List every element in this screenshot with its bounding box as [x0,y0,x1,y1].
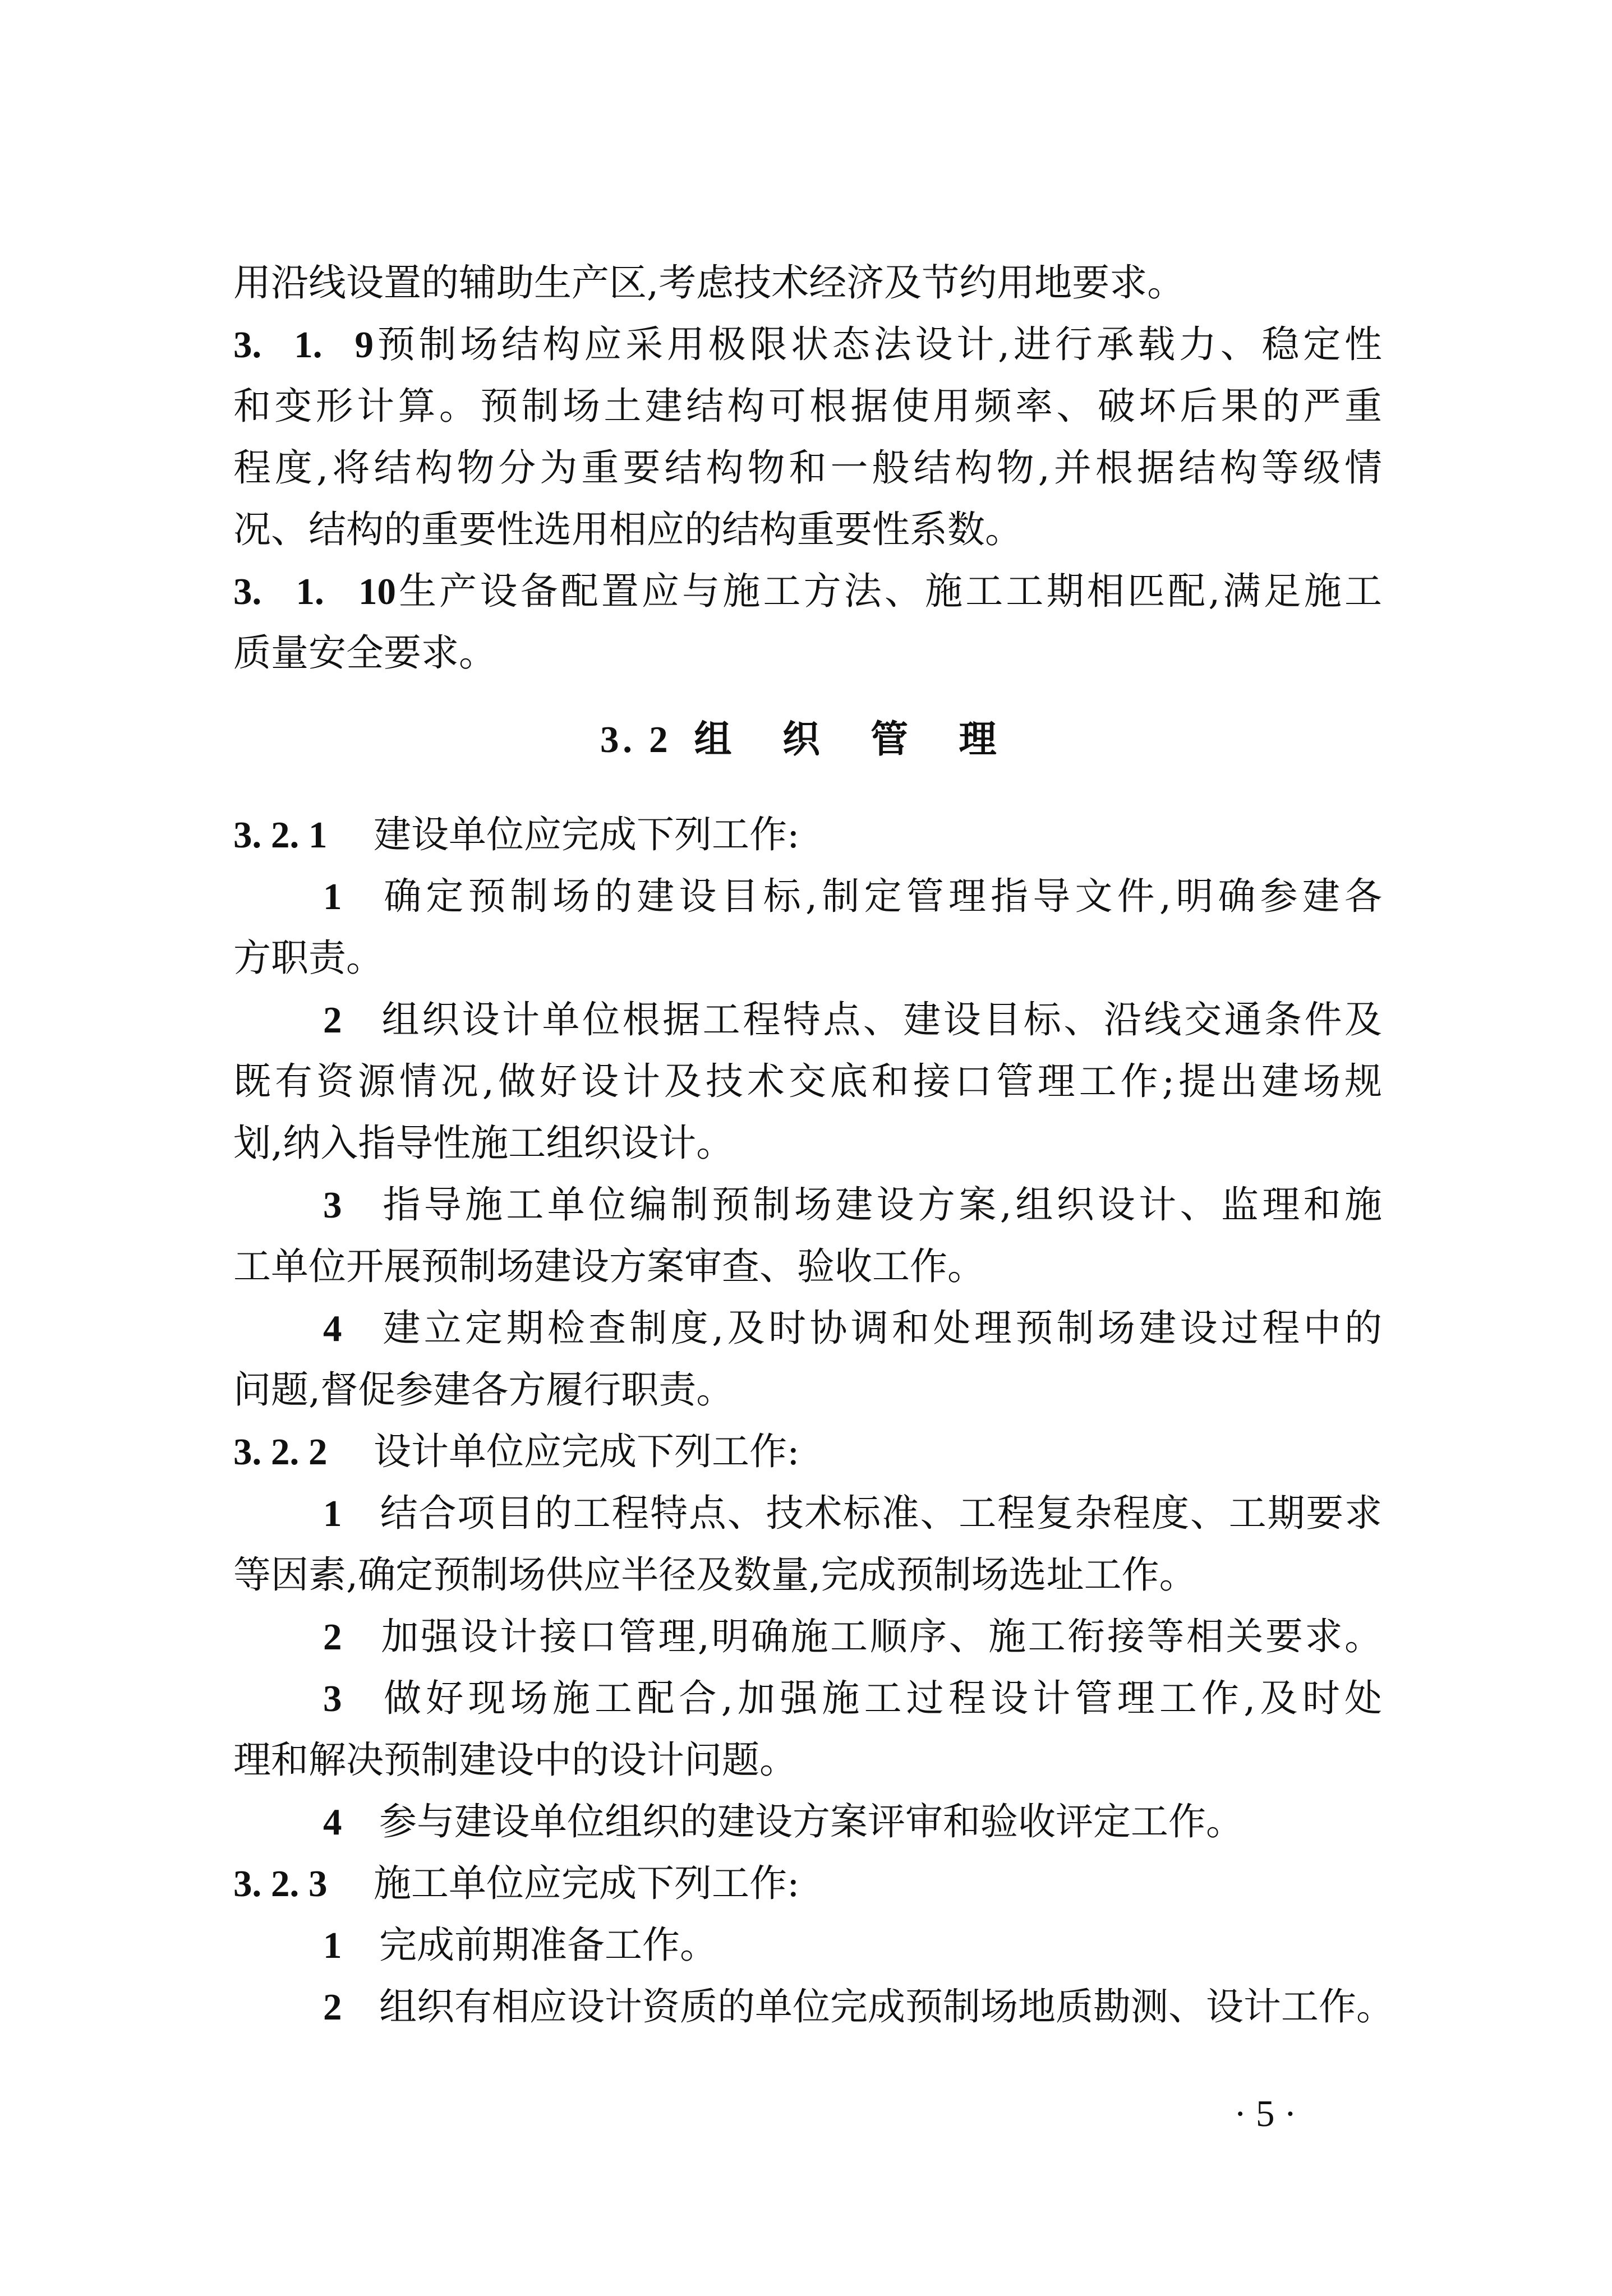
list-item [233,1177,1382,1239]
line-text: 生产设备配置应与施工方法、施工工期相匹配,满足施工 [396,569,1382,613]
text-line [233,502,1382,564]
list-item [233,1671,1382,1732]
text-line [233,255,1382,317]
line-text: 等因素,确定预制场供应半径及数量,完成预制场选址工作。 [233,1553,1197,1597]
line-text: 程度,将结构物分为重要结构物和一般结构物,并根据结构等级情 [233,446,1382,490]
line-text: 既有资源情况,做好设计及技术交底和接口管理工作;提出建场规 [233,1059,1382,1103]
line-text: 组织有相应设计资质的单位完成预制场地质勘测、设计工作。 [379,1985,1394,2028]
text-line [233,625,1382,687]
clause-3-2-3 [233,1856,1382,1917]
clause-number: 3. 2. 1 [233,814,328,856]
list-item [233,1917,1382,1979]
line-text: 设计单位应完成下列工作: [374,1430,800,1473]
clause-3-1-9 [233,317,1382,379]
clause-number: 3. 2. 3 [233,1863,328,1905]
text-line [233,379,1382,440]
line-text: 施工单位应完成下列工作: [374,1861,800,1905]
item-number: 4 [323,1801,342,1843]
item-number: 4 [323,1308,342,1349]
text-line [233,1362,1382,1424]
line-text: 组织设计单位根据工程特点、建设目标、沿线交通条件及 [379,998,1382,1041]
list-item [233,1609,1382,1671]
section-title: 组 织 管 理 [694,717,1015,761]
item-number: 1 [323,1925,342,1966]
list-item [233,1301,1382,1362]
line-text: 加强设计接口管理,明确施工顺序、施工衔接等相关要求。 [379,1615,1382,1658]
line-text: 结合项目的工程特点、技术标准、工程复杂程度、工期要求 [379,1491,1382,1535]
text-line [233,930,1382,992]
list-item [233,992,1382,1054]
line-text: 况、结构的重要性选用相应的结构重要性系数。 [233,508,1023,551]
item-number: 3 [323,1184,342,1226]
list-item [233,1979,1394,2041]
line-text: 和变形计算。预制场土建结构可根据使用频率、破坏后果的严重 [233,384,1382,428]
line-text: 预制场结构应采用极限状态法设计,进行承载力、稳定性 [374,322,1382,366]
text-line [233,440,1382,502]
clause-number: 3. 1. 9 [233,324,374,366]
line-text: 完成前期准备工作。 [379,1923,717,1967]
item-number: 1 [323,1493,342,1534]
line-text: 建设单位应完成下列工作: [374,813,800,856]
text-line [233,1239,1382,1301]
clause-3-1-10 [233,564,1382,625]
line-text: 做好现场施工配合,加强施工过程设计管理工作,及时处 [379,1676,1382,1720]
clause-3-2-2 [233,1424,1382,1486]
line-text: 用沿线设置的辅助生产区,考虑技术经济及节约用地要求。 [233,261,1185,305]
item-number: 2 [323,1616,342,1658]
line-text: 确定预制场的建设目标,制定管理指导文件,明确参建各 [379,874,1382,918]
line-text: 划,纳入指导性施工组织设计。 [233,1121,734,1165]
item-number: 1 [323,876,342,918]
page-number: · 5 · [1234,2093,1297,2134]
line-text: 理和解决预制建设中的设计问题。 [233,1738,797,1782]
item-number: 2 [323,999,342,1041]
list-item [233,869,1382,930]
document-page [233,255,1394,2041]
text-line [233,1732,1382,1794]
text-line [233,1115,1382,1177]
line-text: 参与建设单位组织的建设方案评审和验收评定工作。 [379,1800,1243,1843]
item-number: 2 [323,1986,342,2028]
line-text: 指导施工单位编制预制场建设方案,组织设计、监理和施 [379,1183,1382,1227]
list-item [233,1794,1382,1856]
section-heading [233,712,1382,773]
text-line [233,1547,1382,1609]
clause-number: 3. 2. 2 [233,1431,328,1473]
section-number: 3. 2 [600,719,672,760]
line-text: 质量安全要求。 [233,631,496,675]
clause-number: 3. 1. 10 [233,571,396,612]
item-number: 3 [323,1678,342,1719]
line-text: 方职责。 [233,936,384,980]
line-text: 建立定期检查制度,及时协调和处理预制场建设过程中的 [379,1306,1382,1350]
clause-3-2-1 [233,807,1382,869]
line-text: 问题,督促参建各方履行职责。 [233,1368,734,1412]
text-line [233,1054,1382,1115]
line-text: 工单位开展预制场建设方案审查、验收工作。 [233,1244,985,1288]
list-item [233,1486,1382,1547]
